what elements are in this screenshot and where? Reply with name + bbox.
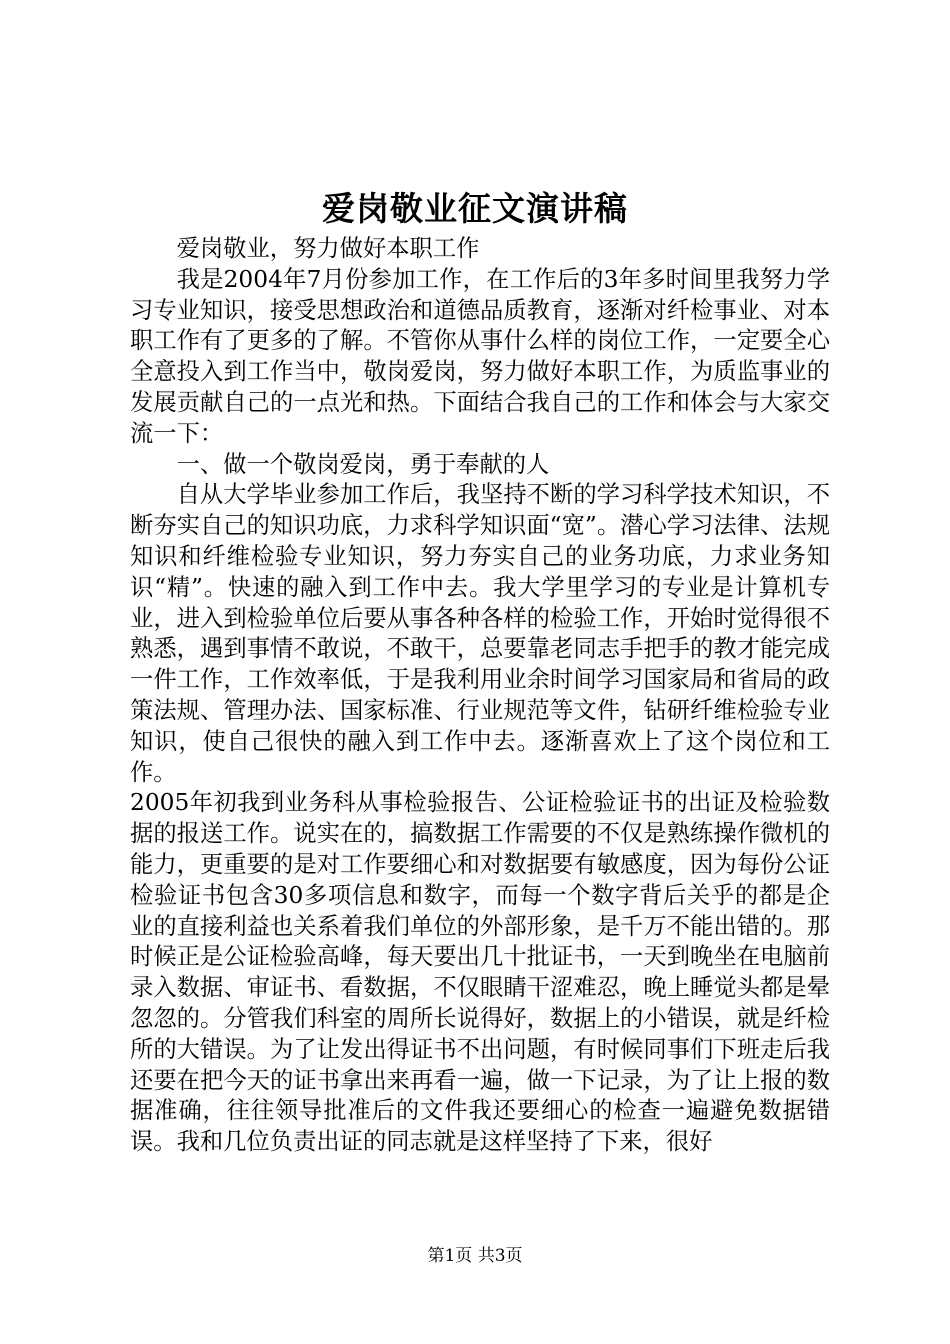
document-title: 爱岗敬业征文演讲稿: [322, 189, 628, 228]
paragraph-intro: 我是2004年7月份参加工作，在工作后的3年多时间里我努力学习专业知识，接受思想政治和道德品质教育，逐渐对纤检事业、对本职工作有了更多的了解。不管你从事什么样的岗位工作，一定要全心全意投入到工作当中，敬岗爱岗，努力做好本职工作，为质监事业的发展贡献自己的一点光和热。下面结合我自己的工作和体会与大家交流一下：: [130, 265, 830, 447]
page-number-footer: 第1页 共3页: [427, 1246, 523, 1266]
paragraph-section-heading: 一、做一个敬岗爱岗，勇于奉献的人: [176, 450, 550, 478]
paragraph-data-work: 2005年初我到业务科从事检验报告、公证检验证书的出证及检验数据的报送工作。说实在的，搞数据工作需要的不仅是熟练操作微机的能力，更重要的是对工作要细心和对数据要有敏感度，因为每份公证检验证书包含30多项信息和数字，而每一个数字背后关乎的都是企业的直接利益也关系着我们单位的外部形象，是千万不能出错的。那时候正是公证检验高峰，每天要出几十批证书，一天到晚坐在电脑前录入数据、审证书、看数据，不仅眼睛干涩难忍，晚上睡觉头都是晕忽忽的。分管我们科室的周所长说得好，数据上的小错误，就是纤检所的大错误。为了让发出得证书不出问题，有时候同事们下班走后我还要在把今天的证书拿出来再看一遍，做一下记录，为了让上报的数据准确，往往领导批准后的文件我还要细心的检查一遍避免数据错误。我和几位负责出证的同志就是这样坚持了下来，很好: [130, 789, 830, 1156]
paragraph-subtitle: 爱岗敬业，努力做好本职工作: [176, 235, 480, 262]
paragraph-study: 自从大学毕业参加工作后，我坚持不断的学习科学技术知识，不断夯实自己的知识功底，力求科学知识面“宽”。潜心学习法律、法规知识和纤维检验专业知识，努力夯实自己的业务功底，力求业务知识“精”。快速的融入到工作中去。我大学里学习的专业是计算机专业，进入到检验单位后要从事各种各样的检验工作，开始时觉得很不熟悉，遇到事情不敢说，不敢干，总要靠老同志手把手的教才能完成一件工作，工作效率低，于是我利用业余时间学习国家局和省局的政策法规、管理办法、国家标准、行业规范等文件，钻研纤维检验专业知识，使自己很快的融入到工作中去。逐渐喜欢上了这个岗位和工作。: [130, 481, 830, 786]
document-body: [130, 234, 830, 1158]
